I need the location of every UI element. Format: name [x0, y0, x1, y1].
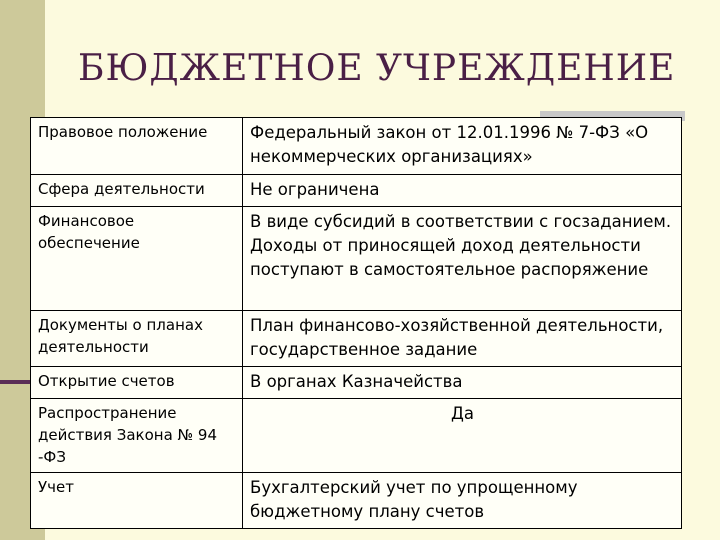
row-label: Учет: [31, 473, 243, 529]
row-label: Документы о планах деятельности: [31, 311, 243, 367]
row-value: В виде субсидий в соответствии с госзаданием. Доходы от приносящей доход деятельности поступают в самостоятельное распоряжение: [243, 207, 682, 311]
row-label: Распространение действия Закона № 94 -ФЗ: [31, 399, 243, 473]
table-row: [31, 175, 682, 207]
row-label: Правовое положение: [31, 118, 243, 175]
slide-title: БЮДЖЕТНОЕ УЧРЕЖДЕНИЕ: [78, 48, 676, 89]
row-value: План финансово-хозяйственной деятельности, государственное задание: [243, 311, 682, 367]
table-row: [31, 207, 682, 311]
row-label: Финансовое обеспечение: [31, 207, 243, 311]
table-row: [31, 118, 682, 175]
comparison-table: [30, 117, 682, 529]
row-label: Сфера деятельности: [31, 175, 243, 207]
row-label: Открытие счетов: [31, 367, 243, 399]
table-row: [31, 473, 682, 529]
table-row: [31, 399, 682, 473]
row-value: Федеральный закон от 12.01.1996 № 7-ФЗ «О некоммерческих организациях»: [243, 118, 682, 175]
row-value: Бухгалтерский учет по упрощенному бюджетному плану счетов: [243, 473, 682, 529]
table-row: [31, 367, 682, 399]
row-value: В органах Казначейства: [243, 367, 682, 399]
row-value: Не ограничена: [243, 175, 682, 207]
table-row: [31, 311, 682, 367]
row-value: Да: [243, 399, 682, 473]
